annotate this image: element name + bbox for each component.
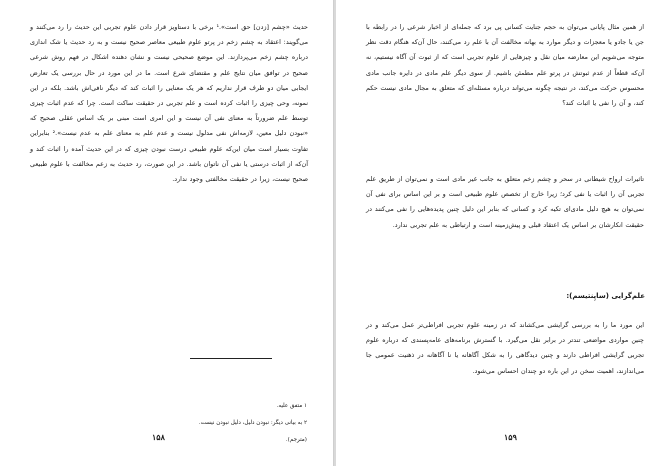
footnotes <box>187 398 307 449</box>
footnote-1: ۱ متفق علیه. <box>276 403 307 409</box>
right-page-paragraph-1: از همین مثال پایانی می‌توان به حجم جنایت کسانی پی برد که جمله‌ای از اخبار شرعی را در رابطه با جن یا جادو یا معجزات و دیگر موارد به بهانه مخالفت آن با علم رد می‌کنند، حال آن‌که هنگام دقت نظر متوجه می‌شویم این معارضه میان نقل و چیزهایی از علوم تجربی است که از ثبوت آن آگاه نیستیم، نه آن‌که قطعاً از عدم ثبوتش در پرتو علم مطمئن باشیم. از سوی دیگر علم مادی در دایره جانب مادی محسوس حرکت می‌کند، در نتیجه چگونه می‌تواند درباره مسئله‌ای که متعلق به مجال مادی نیست حکم کند، و آن را نفی یا اثبات کند؟ <box>366 23 644 108</box>
right-page <box>336 0 671 466</box>
right-page-paragraph-3: این مورد ما را به بررسی گرایشی می‌کشاند که در زمینه علوم تجربی افراطی‌تر عمل می‌کند و در چنین مواردی مواضعی تندتر در برابر نقل می‌گیرد. با گسترش برنامه‌های عامه‌پسندی که درباره علوم تجربی گرایشی افراطی دارند و چنین دیدگاهی را به شکل آگاهانه یا نا آگاهانه در ذهنیت عمومی جا می‌اندازند، اهمیت سخن در این باره دو چندان احساس می‌شود. <box>366 321 644 375</box>
footnote-separator <box>190 358 272 359</box>
footnote-2: ۲ به بیانی دیگر: نبودن دلیل، دلیل نبودن نیست. (مترجم). <box>198 420 307 443</box>
left-page-paragraph: حدیث «چشم [زدن] حق است».¹ برخی با دستاویز قرار دادن علوم تجربی این حدیث را رد می‌کنند و می‌گویند: اعتقاد به چشم زخم در پرتو علوم طبیعی معاصر صحیح نیست و به رد حدیث یا شک اندازی درباره چشم زخم می‌پردازند. این موضع صحیحی نیست و نشان دهنده اشکال در فهم روش شرعی صحیح در توافق میان نتایج علم و مقتضای شرع است. ما در این مورد در حال بررسی یک تعارض ایجابی میان دو طرف قرار نداریم که هر یک معنایی را اثبات کند که دیگر نافی‌اش باشد. بلکه در این نمونه، وحی چیزی را اثبات کرده است و علم تجربی در حقیقت ساکت است. چرا که عدم اثبات چیزی توسط علم ضرورتاً به معنای نفی آن نیست و این امری است مبنی بر یک اساس عقلی صحیح که «نبودن دلیل معین، لازمه‌اش نفی مدلول نیست و عدم علم به معنای علم به عدم نیست».² بنابراین تفاوت بسیار است میان این‌که علوم طبیعی درست نبودن چیزی که در این حدیث آمده را اثبات کند و آن‌که از اثبات درستی یا نفی آن ناتوان باشد. در این صورت، رد حدیث به زعم مخالفت با علوم طبیعی صحیح نیست، زیرا در حقیقت مخالفتی وجود ندارد. <box>30 23 309 184</box>
right-page-number: ۱۵۹ <box>504 432 517 442</box>
left-page <box>0 0 334 466</box>
section-heading: علم‌گرایی (سایِنتیسم): <box>566 292 645 300</box>
right-page-paragraph-2: تاثیرات ارواح شیطانی در سحر و چشم زخم متعلق به جانب غیر مادی است و نمی‌توان از طریق علم تجربی آن را اثبات یا نفی کرد؛ زیرا خارج از تخصص علوم طبیعی است و بر این اساس برای نفی آن نمی‌توان به هیچ دلیل مادی‌ای تکیه کرد و کسانی که بنابر این دلیل چنین پدیده‌هایی را نفی می‌کنند در حقیقت انکارشان بر اساس یک اعتقاد قبلی و پیش‌زمینه است و ارتباطی به علم تجربی ندارد. <box>366 175 644 229</box>
left-page-number: ۱۵۸ <box>152 432 165 442</box>
